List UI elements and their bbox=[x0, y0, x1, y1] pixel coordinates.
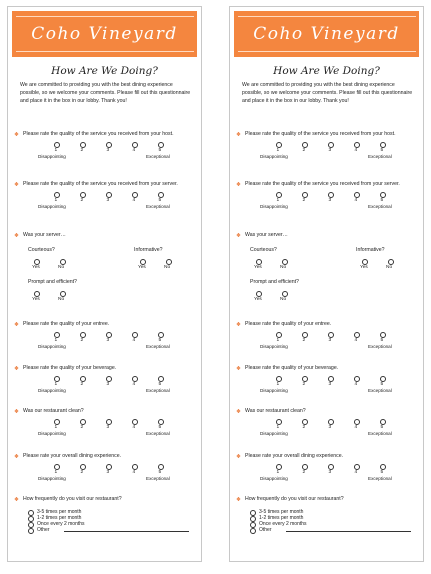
scale-high-label: Exceptional bbox=[368, 153, 392, 159]
no-label: No bbox=[280, 264, 287, 270]
question-label: Was our restaurant clean? bbox=[245, 408, 306, 414]
survey-card-right bbox=[229, 6, 424, 562]
frequency-radio[interactable] bbox=[250, 528, 256, 534]
rating-number: 4 bbox=[132, 197, 136, 203]
rating-number: 3 bbox=[106, 147, 110, 153]
rating-number: 2 bbox=[80, 337, 84, 343]
intro-text: We are committed to providing you with the best dining experience possible, so we welcome your comments. Please fill out this questionnaire and place it in the box in our lobby. Thank you! bbox=[20, 82, 191, 104]
courteous-label: Courteous? bbox=[28, 246, 55, 253]
rating-number: 5 bbox=[380, 147, 384, 153]
scale-high-label: Exceptional bbox=[146, 153, 170, 159]
rating-number: 2 bbox=[302, 381, 306, 387]
question-text bbox=[14, 131, 196, 139]
arrow-bullet-icon: ❖ bbox=[14, 409, 19, 415]
question-cleanliness bbox=[14, 408, 196, 441]
scale-high-label: Exceptional bbox=[368, 430, 392, 436]
yes-label: Yes bbox=[32, 296, 40, 302]
rating-number: 2 bbox=[302, 197, 306, 203]
question-server-service bbox=[14, 181, 196, 214]
rating-scale bbox=[236, 142, 418, 164]
rating-number: 4 bbox=[132, 469, 136, 475]
rating-number: 3 bbox=[328, 424, 332, 430]
question-text bbox=[236, 365, 418, 373]
scale-high-label: Exceptional bbox=[146, 387, 170, 393]
scale-low-label: Disappointing bbox=[260, 203, 288, 209]
scale-high-label: Exceptional bbox=[146, 475, 170, 481]
informative-label: Informative? bbox=[134, 246, 163, 253]
arrow-bullet-icon: ❖ bbox=[236, 366, 241, 372]
rating-number: 2 bbox=[302, 424, 306, 430]
brand-banner bbox=[234, 11, 419, 57]
rating-scale bbox=[236, 332, 418, 354]
rating-scale bbox=[14, 192, 196, 214]
question-label: Was your server… bbox=[23, 232, 66, 238]
question-text bbox=[236, 496, 418, 504]
arrow-bullet-icon: ❖ bbox=[236, 233, 241, 239]
frequency-label: Other bbox=[259, 526, 272, 533]
rating-number: 1 bbox=[54, 197, 58, 203]
banner-frame bbox=[16, 16, 194, 52]
rating-number: 4 bbox=[354, 147, 358, 153]
question-label: Please rate the quality of the service you received from your host. bbox=[245, 131, 396, 137]
arrow-bullet-icon: ❖ bbox=[14, 454, 19, 460]
question-text bbox=[236, 232, 418, 240]
question-text bbox=[236, 181, 418, 189]
survey-heading: How Are We Doing? bbox=[51, 65, 158, 77]
arrow-bullet-icon: ❖ bbox=[236, 322, 241, 328]
arrow-bullet-icon: ❖ bbox=[236, 497, 241, 503]
question-text bbox=[236, 321, 418, 329]
rating-number: 1 bbox=[54, 381, 58, 387]
rating-number: 3 bbox=[106, 469, 110, 475]
rating-number: 5 bbox=[380, 424, 384, 430]
rating-number: 2 bbox=[80, 381, 84, 387]
no-label: No bbox=[386, 264, 393, 270]
rating-number: 1 bbox=[276, 424, 280, 430]
question-label: Please rate the quality of your entree. bbox=[245, 321, 332, 327]
rating-number: 3 bbox=[106, 337, 110, 343]
scale-low-label: Disappointing bbox=[260, 343, 288, 349]
question-text bbox=[14, 365, 196, 373]
question-label: Was our restaurant clean? bbox=[23, 408, 84, 414]
yes-label: Yes bbox=[360, 264, 368, 270]
rating-number: 4 bbox=[132, 337, 136, 343]
server-attributes bbox=[236, 243, 418, 325]
rating-number: 3 bbox=[106, 197, 110, 203]
rating-number: 4 bbox=[354, 197, 358, 203]
rating-number: 1 bbox=[54, 147, 58, 153]
question-label: How frequently do you visit our restaurant? bbox=[23, 496, 122, 502]
scale-high-label: Exceptional bbox=[146, 203, 170, 209]
scale-high-label: Exceptional bbox=[146, 430, 170, 436]
scale-low-label: Disappointing bbox=[38, 153, 66, 159]
rating-number: 3 bbox=[328, 337, 332, 343]
arrow-bullet-icon: ❖ bbox=[14, 132, 19, 138]
scale-low-label: Disappointing bbox=[260, 387, 288, 393]
rating-number: 5 bbox=[380, 381, 384, 387]
yes-label: Yes bbox=[138, 264, 146, 270]
rating-scale bbox=[14, 332, 196, 354]
rating-number: 1 bbox=[54, 337, 58, 343]
frequency-label: 3-5 times per month bbox=[37, 508, 82, 515]
rating-number: 5 bbox=[158, 147, 162, 153]
frequency-options bbox=[14, 509, 196, 533]
question-label: Please rate the quality of the service you received from your host. bbox=[23, 131, 174, 137]
rating-number: 1 bbox=[276, 197, 280, 203]
rating-scale bbox=[236, 464, 418, 486]
scale-high-label: Exceptional bbox=[368, 475, 392, 481]
informative-label: Informative? bbox=[356, 246, 385, 253]
question-text bbox=[14, 232, 196, 240]
other-write-in-line[interactable] bbox=[286, 531, 411, 532]
rating-number: 1 bbox=[54, 424, 58, 430]
frequency-label: Once every 2 months bbox=[259, 520, 307, 527]
rating-number: 1 bbox=[276, 147, 280, 153]
rating-number: 3 bbox=[328, 197, 332, 203]
no-label: No bbox=[164, 264, 171, 270]
frequency-label: 3-5 times per month bbox=[259, 508, 304, 515]
rating-scale bbox=[236, 192, 418, 214]
question-label: Please rate your overall dining experience. bbox=[23, 453, 122, 459]
arrow-bullet-icon: ❖ bbox=[14, 322, 19, 328]
question-entree bbox=[14, 321, 196, 354]
rating-scale bbox=[14, 142, 196, 164]
frequency-label: 1-2 times per month bbox=[259, 514, 304, 521]
scale-low-label: Disappointing bbox=[38, 430, 66, 436]
rating-number: 2 bbox=[302, 147, 306, 153]
rating-number: 2 bbox=[80, 147, 84, 153]
question-host-service bbox=[236, 131, 418, 164]
question-server-service bbox=[236, 181, 418, 214]
rating-scale bbox=[236, 419, 418, 441]
survey-heading: How Are We Doing? bbox=[273, 65, 380, 77]
rating-number: 1 bbox=[54, 469, 58, 475]
question-server-attributes bbox=[236, 232, 418, 325]
rating-number: 2 bbox=[302, 337, 306, 343]
scale-low-label: Disappointing bbox=[260, 475, 288, 481]
question-text bbox=[236, 453, 418, 461]
arrow-bullet-icon: ❖ bbox=[14, 366, 19, 372]
rating-number: 3 bbox=[106, 381, 110, 387]
yes-label: Yes bbox=[254, 296, 262, 302]
rating-scale bbox=[236, 376, 418, 398]
scale-high-label: Exceptional bbox=[146, 343, 170, 349]
question-label: Please rate the quality of the service you received from your server. bbox=[245, 181, 400, 187]
question-text bbox=[14, 321, 196, 329]
arrow-bullet-icon: ❖ bbox=[236, 409, 241, 415]
brand-banner bbox=[12, 11, 197, 57]
rating-number: 3 bbox=[328, 147, 332, 153]
question-label: Please rate the quality of your beverage. bbox=[245, 365, 339, 371]
arrow-bullet-icon: ❖ bbox=[236, 454, 241, 460]
arrow-bullet-icon: ❖ bbox=[236, 132, 241, 138]
banner-frame bbox=[238, 16, 416, 52]
question-text bbox=[14, 496, 196, 504]
rating-number: 4 bbox=[132, 147, 136, 153]
question-label: Please rate the quality of your beverage. bbox=[23, 365, 117, 371]
frequency-options bbox=[236, 509, 418, 533]
rating-number: 5 bbox=[158, 197, 162, 203]
no-label: No bbox=[58, 264, 65, 270]
question-label: Please rate the quality of your entree. bbox=[23, 321, 110, 327]
rating-number: 1 bbox=[276, 469, 280, 475]
rating-number: 5 bbox=[158, 469, 162, 475]
question-text bbox=[14, 453, 196, 461]
question-frequency bbox=[236, 496, 418, 533]
question-text bbox=[14, 181, 196, 189]
prompt-label: Prompt and efficient? bbox=[250, 278, 299, 285]
rating-number: 4 bbox=[132, 424, 136, 430]
courteous-label: Courteous? bbox=[250, 246, 277, 253]
question-host-service bbox=[14, 131, 196, 164]
rating-number: 3 bbox=[106, 424, 110, 430]
question-text bbox=[236, 408, 418, 416]
survey-card-left bbox=[7, 6, 202, 562]
intro-text: We are committed to providing you with the best dining experience possible, so we welcome your comments. Please fill out this questionnaire and place it in the box in our lobby. Thank you! bbox=[242, 82, 413, 104]
no-label: No bbox=[280, 296, 287, 302]
rating-number: 1 bbox=[276, 337, 280, 343]
rating-number: 2 bbox=[80, 469, 84, 475]
arrow-bullet-icon: ❖ bbox=[236, 182, 241, 188]
rating-number: 4 bbox=[354, 424, 358, 430]
question-text bbox=[14, 408, 196, 416]
rating-number: 4 bbox=[354, 337, 358, 343]
arrow-bullet-icon: ❖ bbox=[14, 182, 19, 188]
scale-high-label: Exceptional bbox=[368, 203, 392, 209]
frequency-option[interactable] bbox=[236, 527, 418, 533]
question-server-attributes bbox=[14, 232, 196, 325]
yes-label: Yes bbox=[254, 264, 262, 270]
rating-number: 3 bbox=[328, 381, 332, 387]
question-overall bbox=[236, 453, 418, 486]
question-label: Please rate the quality of the service you received from your server. bbox=[23, 181, 178, 187]
rating-number: 5 bbox=[380, 337, 384, 343]
yes-label: Yes bbox=[32, 264, 40, 270]
scale-low-label: Disappointing bbox=[38, 203, 66, 209]
scale-high-label: Exceptional bbox=[368, 343, 392, 349]
rating-number: 2 bbox=[80, 424, 84, 430]
rating-number: 1 bbox=[276, 381, 280, 387]
frequency-label: Once every 2 months bbox=[37, 520, 85, 527]
scale-low-label: Disappointing bbox=[260, 430, 288, 436]
scale-low-label: Disappointing bbox=[260, 153, 288, 159]
frequency-radio[interactable] bbox=[28, 528, 34, 534]
brand-title: Coho Vineyard bbox=[253, 24, 400, 44]
no-label: No bbox=[58, 296, 65, 302]
rating-scale bbox=[14, 464, 196, 486]
rating-number: 5 bbox=[158, 381, 162, 387]
server-attributes bbox=[14, 243, 196, 325]
rating-scale bbox=[14, 376, 196, 398]
frequency-option[interactable] bbox=[14, 527, 196, 533]
rating-number: 5 bbox=[158, 424, 162, 430]
question-beverage bbox=[14, 365, 196, 398]
question-label: Was your server… bbox=[245, 232, 288, 238]
rating-number: 4 bbox=[132, 381, 136, 387]
question-beverage bbox=[236, 365, 418, 398]
prompt-label: Prompt and efficient? bbox=[28, 278, 77, 285]
arrow-bullet-icon: ❖ bbox=[14, 233, 19, 239]
rating-number: 4 bbox=[354, 469, 358, 475]
rating-number: 2 bbox=[80, 197, 84, 203]
question-label: Please rate your overall dining experience. bbox=[245, 453, 344, 459]
scale-low-label: Disappointing bbox=[38, 343, 66, 349]
rating-number: 4 bbox=[354, 381, 358, 387]
rating-number: 5 bbox=[380, 469, 384, 475]
scale-low-label: Disappointing bbox=[38, 387, 66, 393]
rating-number: 2 bbox=[302, 469, 306, 475]
question-entree bbox=[236, 321, 418, 354]
rating-number: 5 bbox=[380, 197, 384, 203]
other-write-in-line[interactable] bbox=[64, 531, 189, 532]
rating-number: 5 bbox=[158, 337, 162, 343]
scale-high-label: Exceptional bbox=[368, 387, 392, 393]
rating-number: 3 bbox=[328, 469, 332, 475]
arrow-bullet-icon: ❖ bbox=[14, 497, 19, 503]
frequency-label: 1-2 times per month bbox=[37, 514, 82, 521]
question-frequency bbox=[14, 496, 196, 533]
question-overall bbox=[14, 453, 196, 486]
scale-low-label: Disappointing bbox=[38, 475, 66, 481]
brand-title: Coho Vineyard bbox=[31, 24, 178, 44]
question-cleanliness bbox=[236, 408, 418, 441]
question-label: How frequently do you visit our restaurant? bbox=[245, 496, 344, 502]
frequency-label: Other bbox=[37, 526, 50, 533]
rating-scale bbox=[14, 419, 196, 441]
question-text bbox=[236, 131, 418, 139]
